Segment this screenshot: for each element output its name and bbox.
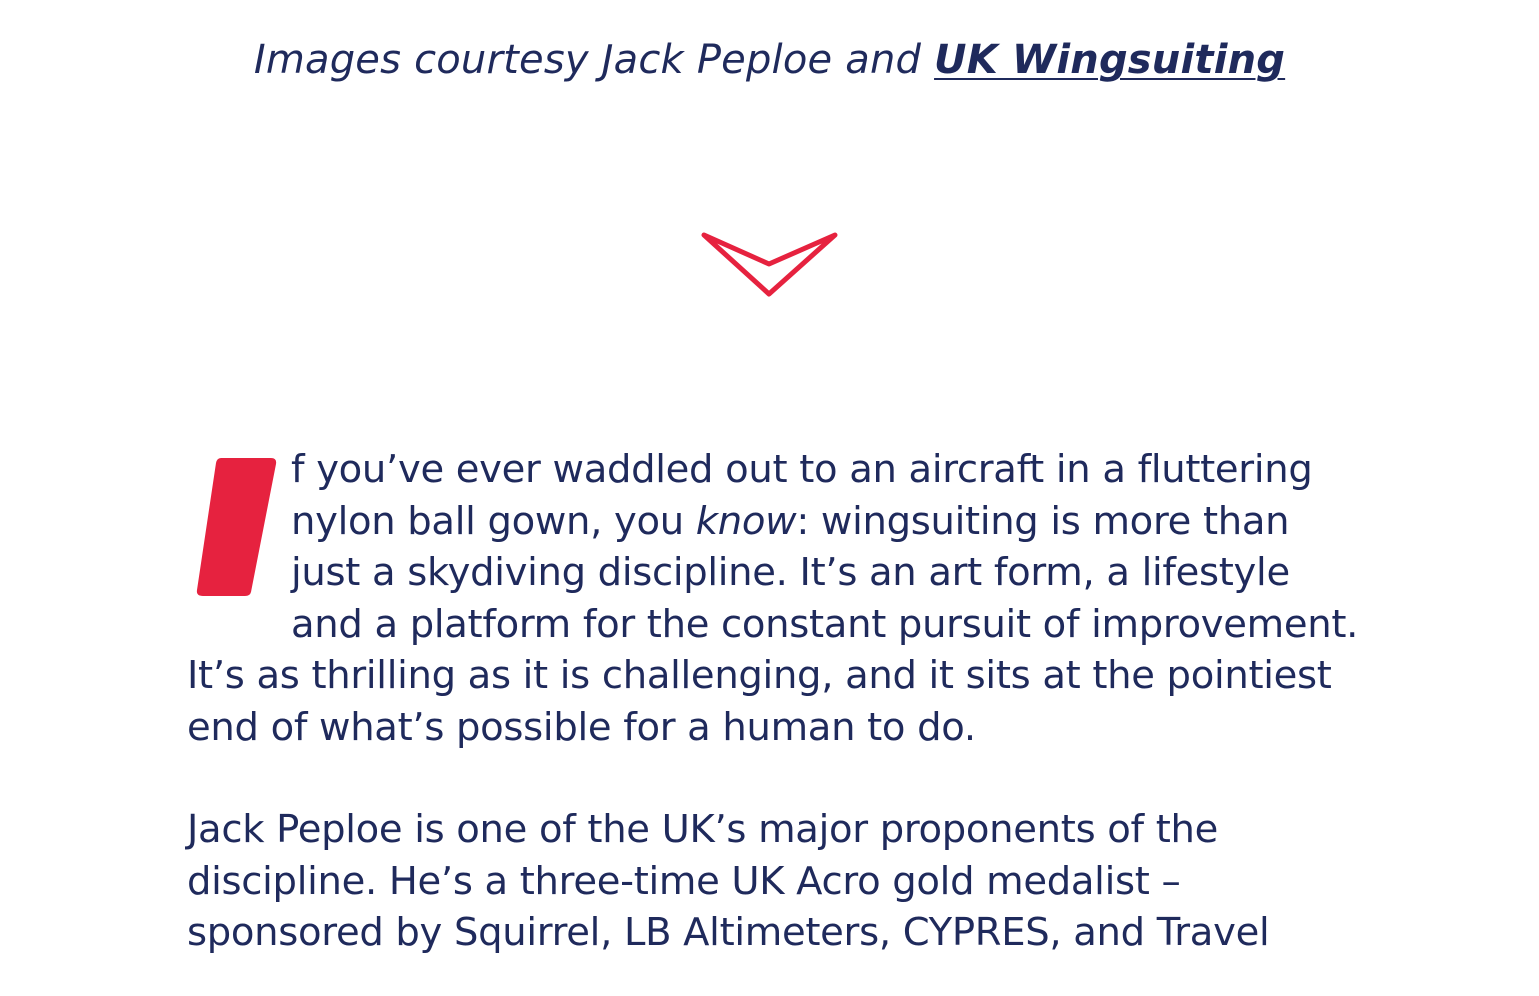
lead-text-end: : wingsuiting is more than just a skydiving discipline. It’s an art form, a lifestyle and a platform for the constant pursuit of improvement. It’s as thrilling as it is challenging, and it sits at the pointiest end of what’s possible for a human to do. — [187, 498, 1359, 750]
second-paragraph: Jack Peploe is one of the UK’s major proponents of the discipline. He’s a three-time UK Acro gold medalist – sponsored by Squirrel, LB Altimeters, CYPRES, and Travel — [187, 807, 1270, 955]
image-credit-text: Images courtesy Jack Peploe and — [253, 37, 935, 83]
chevron-down-icon — [701, 230, 838, 300]
uk-wingsuiting-link[interactable]: UK Wingsuiting — [934, 37, 1286, 83]
image-credit — [0, 34, 1539, 86]
lead-text-start: f you’ve ever waddled out to an aircraft in a fluttering nylon ball gown, you — [291, 447, 1313, 544]
lead-emphasis: know — [695, 498, 797, 544]
lead-paragraph — [187, 444, 1362, 753]
article-body — [187, 444, 1362, 996]
drop-cap — [193, 454, 277, 600]
